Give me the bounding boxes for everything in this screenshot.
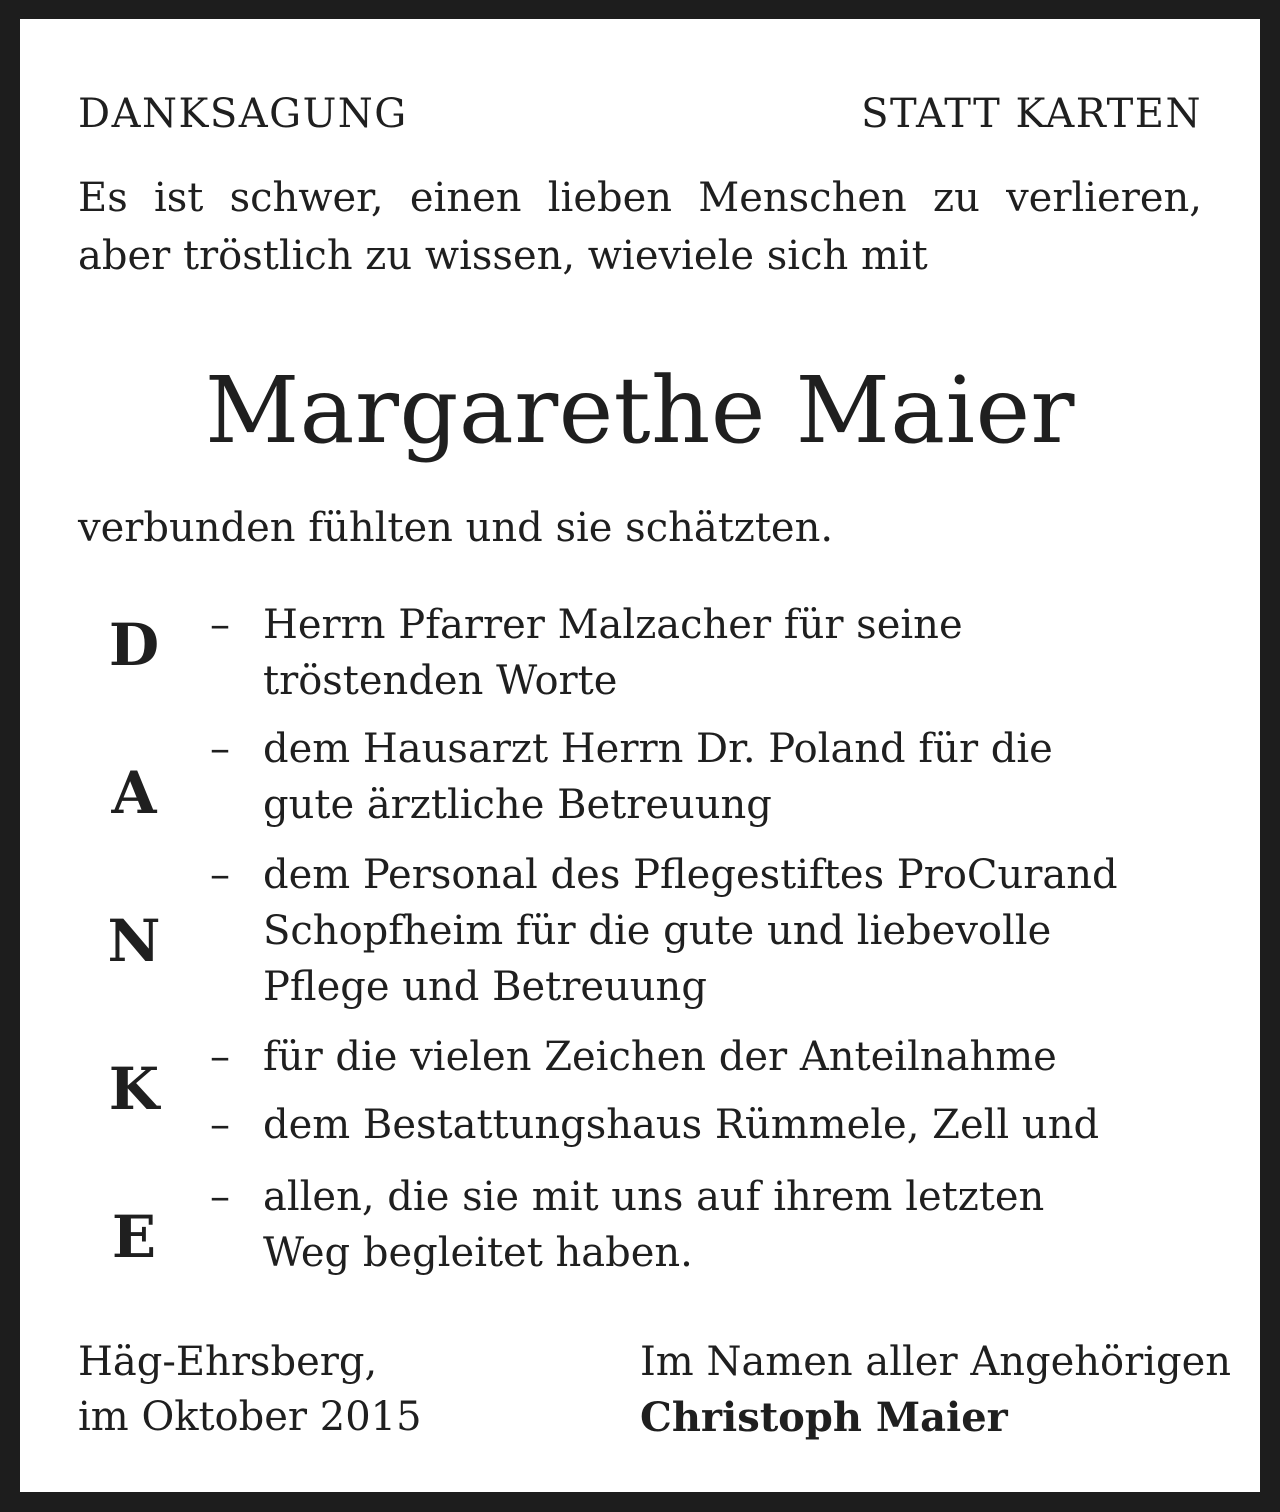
footer-date: im Oktober 2015 bbox=[78, 1394, 422, 1440]
thanks-item: für die vielen Zeichen der Anteilnahme bbox=[263, 1034, 1057, 1080]
footer-signer: Christoph Maier bbox=[640, 1394, 1008, 1441]
item-dash: – bbox=[210, 1034, 230, 1080]
outro-text: verbunden fühlten und sie schätzten. bbox=[78, 505, 834, 551]
thanks-item: dem Bestattungshaus Rümmele, Zell und bbox=[263, 1102, 1100, 1148]
item-dash: – bbox=[210, 726, 230, 772]
item-dash: – bbox=[210, 602, 230, 648]
item-dash: – bbox=[210, 1102, 230, 1148]
danke-letter-e: E bbox=[111, 1203, 157, 1271]
obituary-card bbox=[20, 19, 1260, 1492]
thanks-item: allen, die sie mit uns auf ihrem letzten Weg begleitet haben. bbox=[263, 1174, 1045, 1276]
danke-letter-d: D bbox=[108, 611, 160, 679]
danke-letter-n: N bbox=[107, 907, 161, 975]
header-right-title: STATT KARTEN bbox=[861, 91, 1202, 137]
item-dash: – bbox=[210, 1174, 230, 1220]
item-dash: – bbox=[210, 852, 230, 898]
thanks-item: Herrn Pfarrer Malzacher für seine tröstenden Worte bbox=[263, 602, 963, 704]
deceased-name: Margarethe Maier bbox=[204, 357, 1075, 464]
footer-place: Häg-Ehrsberg, bbox=[78, 1339, 378, 1385]
thanks-item: dem Hausarzt Herrn Dr. Poland für die gute ärztliche Betreuung bbox=[263, 726, 1053, 828]
intro-text: Es ist schwer, einen lieben Menschen zu verlieren, aber tröstlich zu wissen, wieviele sich mit bbox=[78, 175, 1202, 279]
footer-on-behalf: Im Namen aller Angehörigen bbox=[640, 1339, 1232, 1385]
danke-letter-k: K bbox=[108, 1055, 160, 1123]
header-left-title: DANKSAGUNG bbox=[78, 91, 408, 137]
danke-letter-a: A bbox=[111, 759, 157, 827]
thanks-item: dem Personal des Pflegestiftes ProCurand Schopfheim für die gute und liebevolle Pflege und Betreuung bbox=[263, 852, 1118, 1010]
